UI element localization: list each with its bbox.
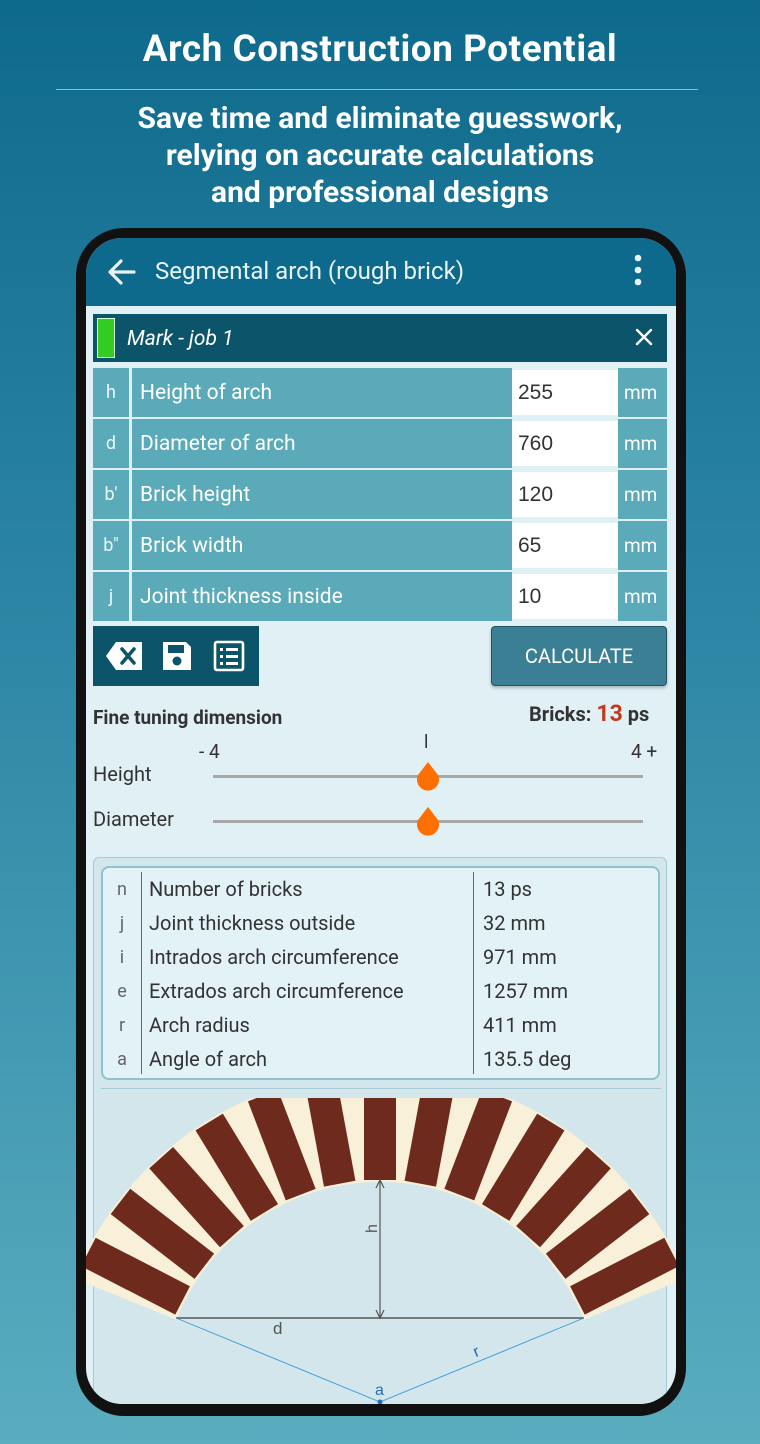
arch-diagram [86,1098,676,1404]
result-label: Joint thickness outside [149,911,356,935]
input-label: Brick height [132,470,512,519]
screen-title: Segmental arch (rough brick) [155,257,465,285]
save-button[interactable] [160,639,194,673]
input-label: Height of arch [132,368,512,417]
arch-center-point [378,1400,383,1405]
slider-thumb-icon [415,806,441,836]
bricks-number: 13 [596,700,623,727]
result-value: 411 mm [483,1013,557,1037]
promo-subtitle-line-1: Save time and eliminate guesswork, [137,101,623,136]
input-label: Brick width [132,521,512,570]
input-unit: mm [624,483,658,506]
result-symbol: i [119,946,125,968]
height-input[interactable] [512,370,618,415]
arrow-left-icon [104,254,140,290]
result-row [103,1042,658,1076]
job-name[interactable]: Mark - job 1 [127,327,234,351]
height-slider-label: Height [93,762,152,786]
input-symbol: b' [93,470,129,519]
result-value: 1257 mm [483,979,568,1003]
promo-divider [56,89,698,90]
result-symbol: n [117,878,127,900]
promo-subtitle [0,100,760,211]
input-unit: mm [624,432,658,455]
result-row [103,1008,658,1042]
brick-width-input[interactable] [512,523,618,568]
brick-height-input[interactable] [512,472,618,517]
joint-thickness-input[interactable] [512,574,618,619]
input-symbol: d [93,419,129,468]
promo-subtitle-line-2: relying on accurate calculations [165,138,595,173]
list-icon [212,639,246,673]
job-close-button[interactable] [633,326,655,348]
result-symbol: r [118,1014,126,1036]
label-a: a [375,1382,384,1399]
input-unit: mm [624,585,658,608]
close-icon [633,326,655,348]
input-row-joint [93,572,667,621]
label-d: d [273,1319,283,1338]
diagram-separator [101,1088,661,1089]
diameter-slider-label: Diameter [93,807,174,831]
input-row-brick-height [93,470,667,519]
result-row [103,974,658,1008]
job-bar [93,314,667,362]
bricks-count [529,700,649,727]
job-color-mark[interactable] [97,318,115,358]
input-table [93,368,667,623]
radius-line-right [380,1318,584,1402]
calculate-button[interactable]: CALCULATE [491,626,667,686]
scale-min-label: - 4 [199,740,220,763]
slider-thumb-icon [415,761,441,791]
input-row-diameter [93,419,667,468]
result-label: Extrados arch circumference [149,979,404,1003]
result-label: Arch radius [149,1013,250,1037]
app-bar [86,238,676,306]
bricks-unit: ps [627,702,650,726]
arch-brick [364,1098,396,1180]
input-row-height [93,368,667,417]
arch-bricks-group [86,1098,676,1320]
input-symbol: j [93,572,129,621]
input-unit: mm [624,381,658,404]
back-button[interactable] [104,254,140,290]
result-row [103,906,658,940]
clear-button[interactable] [105,639,139,673]
result-symbol: a [117,1048,127,1070]
action-toolbar [93,626,259,686]
input-row-brick-width [93,521,667,570]
result-value: 135.5 deg [483,1047,572,1071]
overflow-menu-button[interactable] [626,252,650,292]
label-h: h [364,1224,381,1233]
result-label: Intrados arch circumference [149,945,399,969]
list-button[interactable] [212,639,246,673]
floppy-disk-icon [160,639,194,673]
promo-title: Arch Construction Potential [142,28,618,71]
label-r: r [470,1343,483,1361]
scale-max-label: 4 + [631,740,658,763]
input-unit: mm [624,534,658,557]
result-value: 32 mm [483,911,546,935]
height-slider-thumb[interactable] [415,761,441,791]
diameter-slider-thumb[interactable] [415,806,441,836]
result-row [103,940,658,974]
app-screen [86,238,676,1404]
input-symbol: h [93,368,129,417]
result-label: Angle of arch [149,1047,268,1071]
input-label: Joint thickness inside [132,572,512,621]
result-value: 971 mm [483,945,557,969]
scale-mid-label: l [424,732,429,753]
promo-subtitle-line-3: and professional designs [211,175,549,210]
input-label: Diameter of arch [132,419,512,468]
result-symbol: e [117,980,127,1002]
more-vertical-icon [626,252,650,292]
diameter-input[interactable] [512,421,618,466]
results-table [101,866,660,1080]
result-row [103,872,658,906]
fine-tuning-title: Fine tuning dimension [93,706,283,729]
result-label: Number of bricks [149,877,303,901]
bricks-label: Bricks: [529,702,592,726]
input-symbol: b" [93,521,129,570]
result-symbol: j [119,912,125,934]
backspace-x-icon [105,639,145,673]
result-value: 13 ps [483,877,532,901]
